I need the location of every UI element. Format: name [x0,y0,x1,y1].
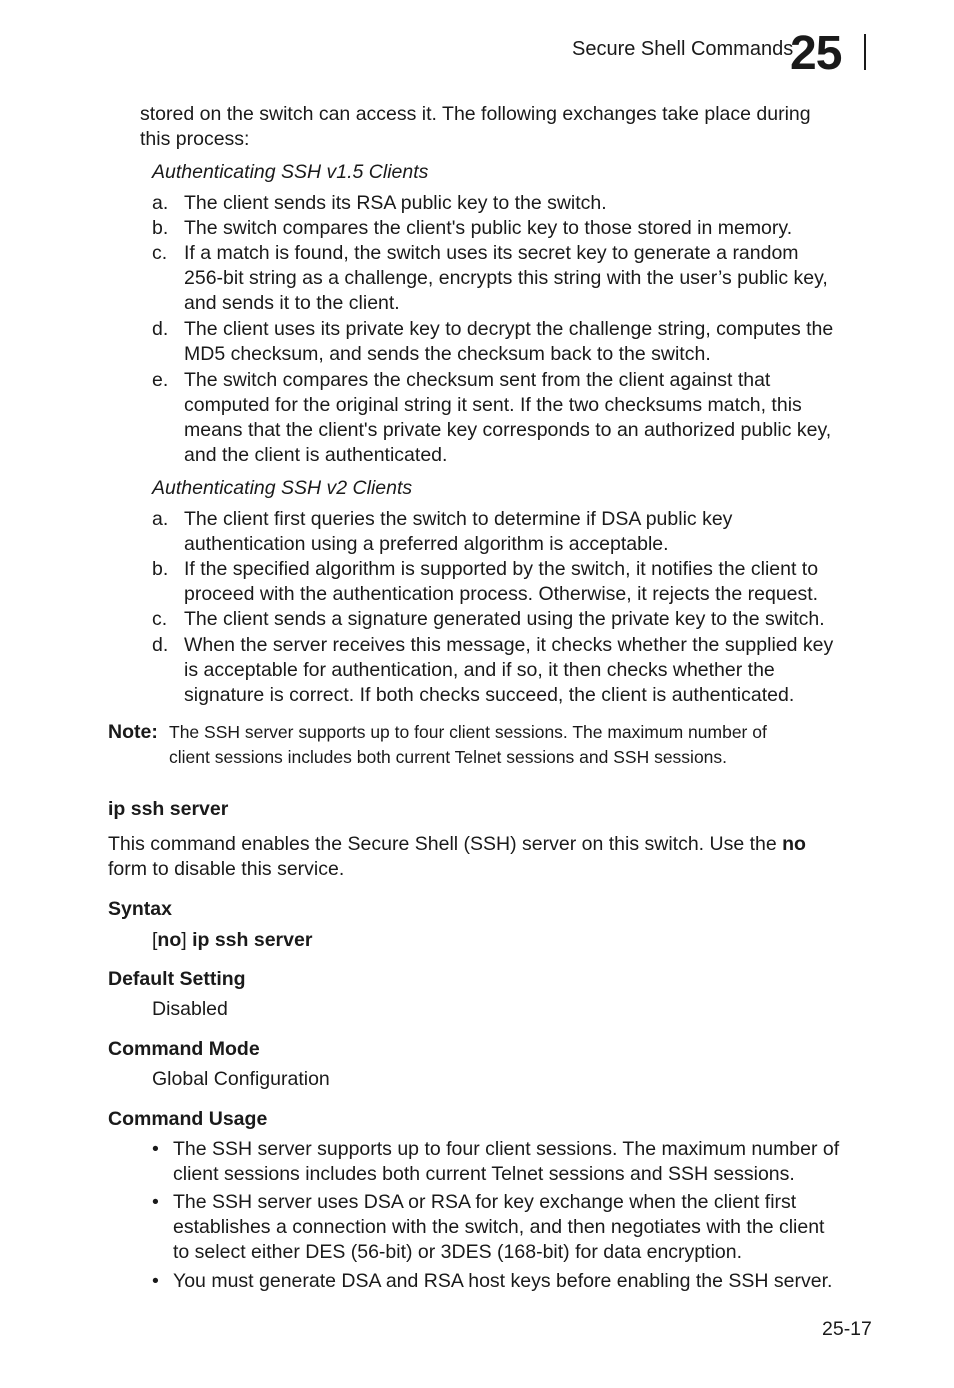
step-line: The switch compares the checksum sent from the client against that [184,369,771,391]
step-label: d. [152,318,169,340]
command-mode-value: Global Configuration [152,1068,330,1090]
usage-line: The SSH server supports up to four client sessions. The maximum number of [173,1138,840,1160]
description-no-keyword: no [782,833,806,855]
syntax-heading: Syntax [108,898,172,920]
v2-subheading: Authenticating SSH v2 Clients [152,477,413,499]
command-heading: ip ssh server [108,798,229,820]
v15-subheading: Authenticating SSH v1.5 Clients [152,161,429,183]
step-line: signature is correct. If both checks succeed, the client is authenticated. [184,684,795,706]
command-usage-heading: Command Usage [108,1108,268,1130]
step-line: The client first queries the switch to determine if DSA public key [184,508,733,530]
step-line: When the server receives this message, it checks whether the supplied key [184,634,834,656]
note-text [169,720,859,770]
step-line: The switch compares the client's public key to those stored in memory. [184,217,793,239]
step-line: 256-bit string as a challenge, encrypts this string with the user’s public key, [184,267,828,289]
syntax-line [152,928,312,953]
usage-line: You must generate DSA and RSA host keys before enabling the SSH server. [173,1270,833,1292]
syntax-no-keyword: no [157,929,182,951]
step-label: d. [152,634,169,656]
description-text: This command enables the Secure Shell (SSH) server on this switch. Use the [108,833,783,855]
bullet: • [152,1191,159,1213]
step-line: proceed with the authentication process. Otherwise, it rejects the request. [184,583,819,605]
step-line: authentication using a preferred algorithm is acceptable. [184,533,669,555]
step-label: c. [152,242,168,264]
bullet: • [152,1270,159,1292]
usage-line: establishes a connection with the switch, and then negotiates with the client [173,1216,825,1238]
step-line: If a match is found, the switch uses its secret key to generate a random [184,242,799,264]
bracket-open: [ [152,929,158,951]
chapter-number: 25 [790,27,842,80]
usage-line: The SSH server uses DSA or RSA for key exchange when the client first [173,1191,797,1213]
step-line: and the client is authenticated. [184,444,448,466]
note-line: client sessions includes both current Telnet sessions and SSH sessions. [169,747,728,767]
step-line: is acceptable for authentication, and if so, it then checks whether the [184,659,775,681]
step-line: computed for the original string it sent. If the two checksums match, this [184,394,802,416]
step-label: c. [152,608,168,630]
step-line: The client uses its private key to decrypt the challenge string, computes the [184,318,834,340]
command-description [108,832,868,882]
syntax-command: ip ssh server [192,929,313,951]
step-label: b. [152,558,169,580]
step-line: The client sends a signature generated using the private key to the switch. [184,608,825,630]
step-label: a. [152,508,169,530]
description-line [108,832,868,857]
description-line: form to disable this service. [108,858,345,880]
step-label: e. [152,369,169,391]
step-line: If the specified algorithm is supported by the switch, it notifies the client to [184,558,819,580]
chapter-divider [864,34,866,70]
note-label: Note: [108,721,158,743]
section-title: Secure Shell Commands [572,38,794,60]
intro-line-1: stored on the switch can access it. The following exchanges take place during [140,103,811,125]
bullet: • [152,1138,159,1160]
bracket-close: ] [181,929,187,951]
intro-line-2: this process: [140,128,250,150]
default-setting-value: Disabled [152,998,228,1020]
usage-line: to select either DES (56-bit) or 3DES (168-bit) for data encryption. [173,1241,743,1263]
step-line: MD5 checksum, and sends the checksum back to the switch. [184,343,711,365]
step-line: The client sends its RSA public key to the switch. [184,192,607,214]
step-line: and sends it to the client. [184,292,400,314]
usage-line: client sessions includes both current Telnet sessions and SSH sessions. [173,1163,795,1185]
default-setting-heading: Default Setting [108,968,246,990]
step-label: b. [152,217,169,239]
step-line: means that the client's private key corresponds to an authorized public key, [184,419,832,441]
note-line: The SSH server supports up to four client sessions. The maximum number of [169,722,767,742]
command-mode-heading: Command Mode [108,1038,260,1060]
page-number: 25-17 [822,1318,872,1340]
step-label: a. [152,192,169,214]
